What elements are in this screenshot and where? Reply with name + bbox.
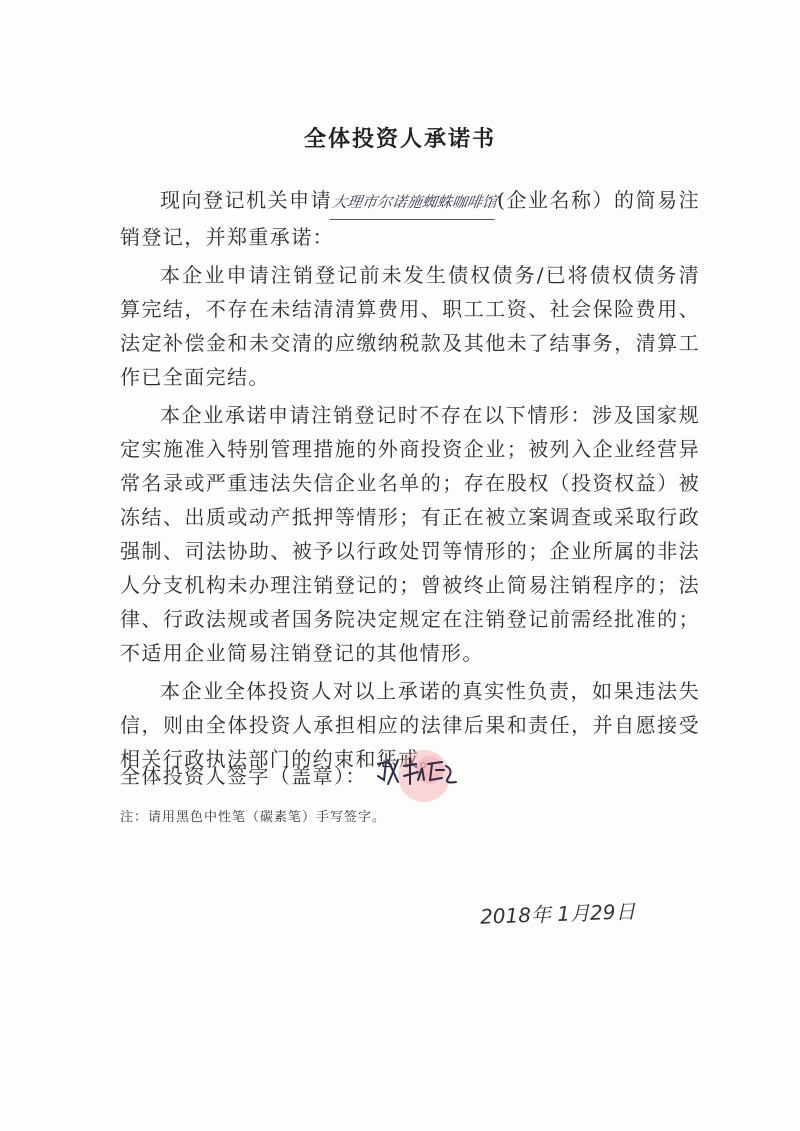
signature-label: 全体投资人签字（盖章）： <box>120 764 367 788</box>
company-name-handwritten: 大理市尔诺施蜘蛛咖啡馆 <box>330 185 500 220</box>
intro-suffix: (企业名称）的简易注销登记，并郑重承诺： <box>120 188 701 249</box>
handwritten-signature <box>372 746 462 806</box>
handwritten-date: 2018年 1月29日 <box>479 899 636 929</box>
commitment-paragraph-2: 本企业承诺申请注销登记时不存在以下情形：涉及国家规定实施准入特别管理措施的外商投资企业；被列入企业经营异常名录或严重违法失信企业名单的；存在股权（投资权益）被冻结、出质或动产抵押等情形；有正在被立案调查或采取行政强制、司法协助、被予以行政处罚等情形的；企业所属的非法人分支机构未办理注销登记的；曾被终止简易注销程序的；法律、行政法规或者国务院决定规定在注销登记前需经批准的；不适用企业简易注销登记的其他情形。 <box>120 403 700 665</box>
commitment-paragraph-1: 本企业申请注销登记前未发生债权债务/已将债权债务清算完结，不存在未结清清算费用、职工工资、社会保险费用、法定补偿金和未交清的应缴纳税款及其他未了结事务，清算工作已全面完结。 <box>120 263 700 389</box>
document-title: 全体投资人承诺书 <box>303 127 496 152</box>
intro-paragraph <box>120 183 700 254</box>
document-body <box>120 183 700 780</box>
signature-note: 注：请用黑色中性笔（碳素笔）手写签字。 <box>120 810 387 825</box>
intro-prefix: 现向登记机关申请 <box>160 188 333 212</box>
commitment-paragraph-3: 本企业全体投资人对以上承诺的真实性负责，如果违法失信，则由全体投资人承担相应的法律后果和责任，并自愿接受相关行政执法部门的约束和惩戒。 <box>120 679 700 771</box>
signature-row <box>120 760 367 789</box>
